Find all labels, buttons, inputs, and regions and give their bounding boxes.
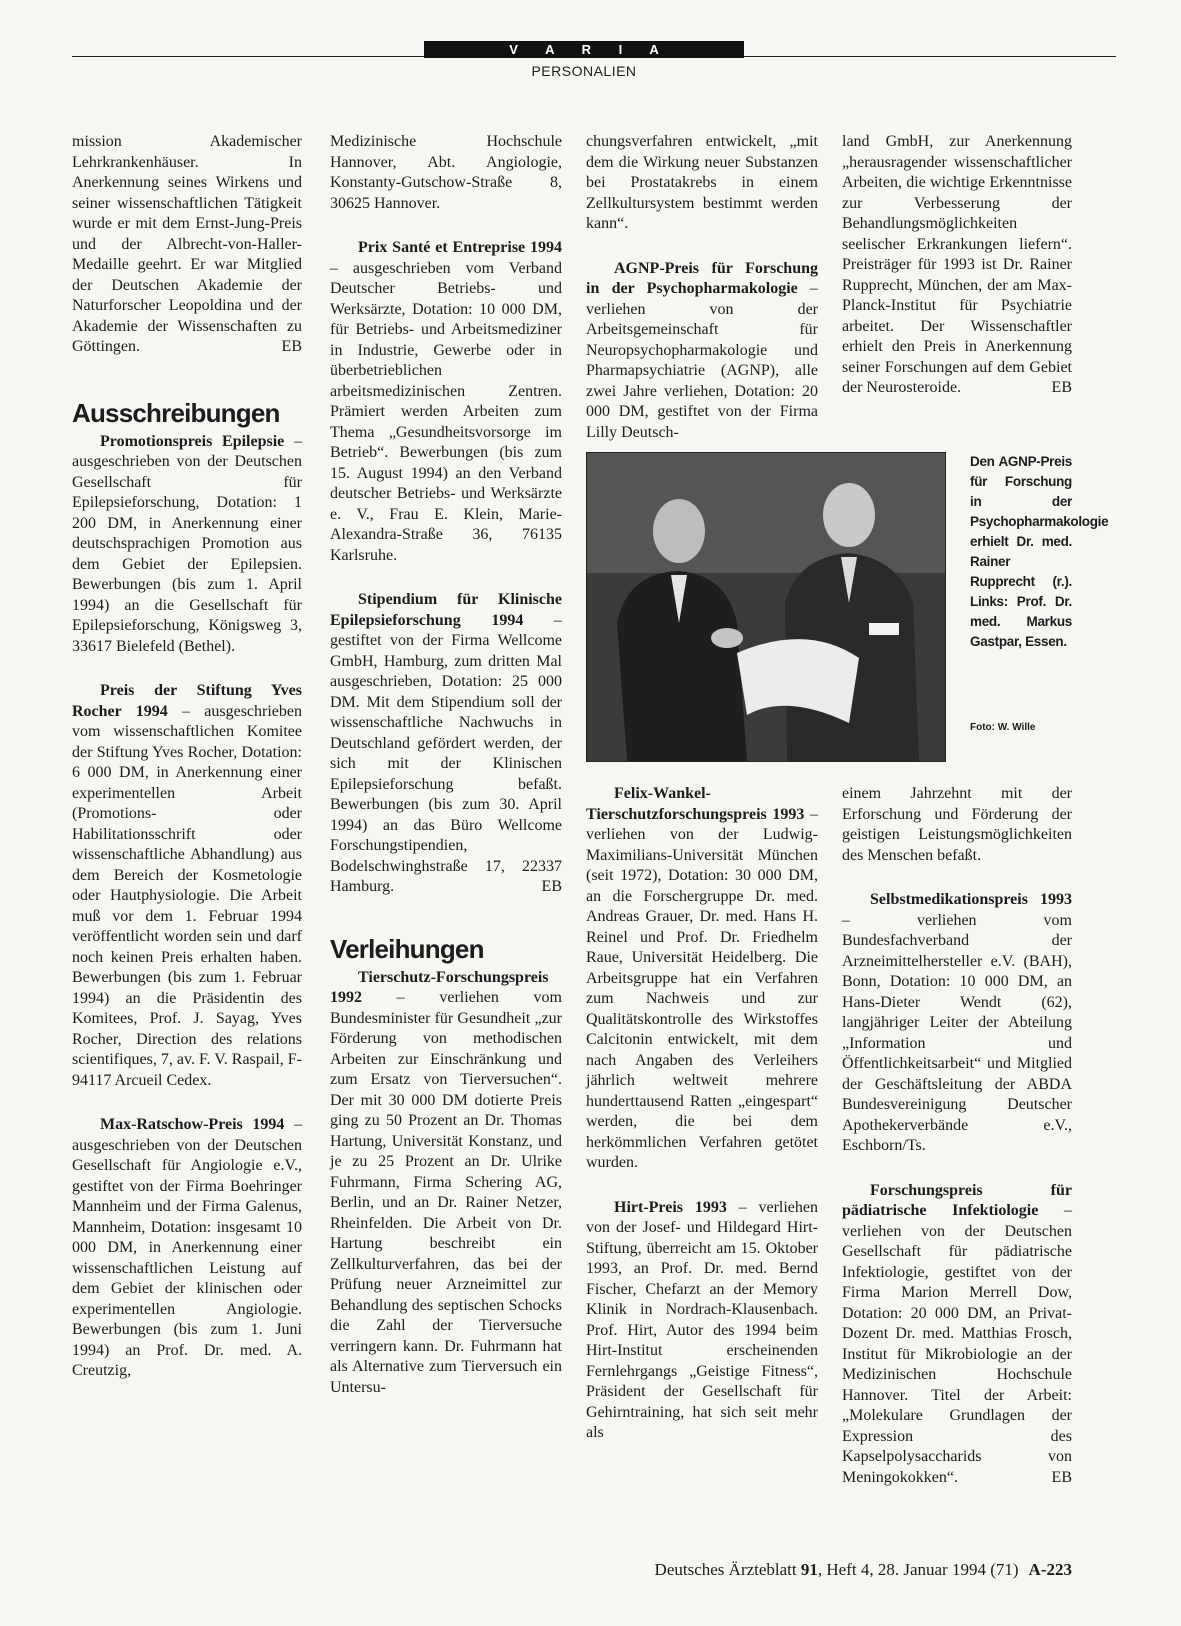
page-footer [586, 1560, 1072, 1580]
column-2 [330, 132, 562, 1398]
entry-yves-rocher: Preis der Stiftung Yves Rocher 1994 – ausgeschrieben vom wissenschaftlichen Komitee der Stiftung Yves Rocher, Dotation: 6 000 DM, in Anerkennung einer experimentellen Arbeit (Promotions- oder Habilitationsschrift oder wissenschaftliche Abhandlung) aus dem Bereich der Kosmetologie oder Hautphysiologie. Die Arbeit muß vor dem 1. Februar 1994 veröffentlicht worden sein und darf noch keinen Preis erhalten haben. Bewerbungen (bis zum 1. Februar 1994) an die Präsidentin des Komitees, Prof. J. Sayag, Yves Rocher, Direction des relations scientifiques, 7, av. F. V. Raspail, F-94117 Arcueil Cedex. [72, 682, 302, 1089]
journal-issue: , Heft 4, 28. Januar 1994 (71) [817, 1560, 1019, 1579]
entry-stipendium: Stipendium für Klinische Epilepsieforschung 1994 – gestiftet von der Firma Wellcome GmbH, Hamburg, zum dritten Mal ausgeschrieben, Dotation: 25 000 DM. Mit dem Stipendium soll der wissenschaftliche Nachwuchs in Deutschland gefördert werden, der sich mit der Klinischen Epilepsieforschung befaßt. Bewerbungen (bis zum 30. April 1994) an das Büro Wellcome Forschungstipendien, Bodelschwinghstraße 17, 22337 Hamburg. EB [330, 590, 562, 898]
author-sign: EB [1051, 1468, 1072, 1486]
column-4-lower [842, 784, 1072, 1488]
entry-selbstmedikationspreis: Selbstmedikationspreis 1993 – verliehen vom Bundesfachverband der Arzneimittelhersteller e.V. (BAH), Bonn, Dotation: 10 000 DM, an Hans-Dieter Wendt (62), langjähriger Leiter der Abteilung „Information und Öffentlichkeitsarbeit“ und Mitglied der Geschäftsleitung der ABDA Bundesvereinigung Deutscher Apothekerverbände e.V., Eschborn/Ts. [842, 891, 1072, 1154]
section-label: V A R I A [424, 41, 744, 58]
photo-caption: Den AGNP-Preis für Forschung in der Psychopharmakologie erhielt Dr. med. Rainer Rupprecht (r.). Links: Prof. Dr. med. Markus Gastpar, Essen. [970, 454, 1109, 649]
subsection-label: PERSONALIEN [531, 63, 637, 79]
author-sign: EB [541, 878, 562, 895]
column-1 [72, 132, 302, 1382]
entry-felix-wankel: Felix-Wankel-Tierschutzforschungspreis 1993 – verliehen von der Ludwig-Maximilians-Universität München (seit 1972), Dotation: 30 000 DM, an die Forschergruppe Dr. med. Andreas Grauer, Dr. med. Hans H. Reinel und Prof. Dr. Friedhelm Raue, Universität Heidelberg. Die Arbeitsgruppe hat ein Verfahren zum Nachweis und zur Qualitätskontrolle des Wirkstoffes Calcitonin entwickelt, mit dem nach Angaben des Verleihers jährlich weltweit mehrere hunderttausend Ratten „eingespart“ werden, die bei dem herkömmlichen Verfahren getötet wurden. [586, 785, 818, 1171]
entry-max-ratschow: Max-Ratschow-Preis 1994 – ausgeschrieben von der Deutschen Gesellschaft für Angiologie e.V., gestiftet von der Firma Boehringer Mannheim und der Firma Galenus, Mannheim, Dotation: insgesamt 10 000 DM, in Anerkennung einer wissenschaftlichen Leistung auf dem Gebiet der klinischen oder experimentellen Angiologie. Bewerbungen (bis zum 1. Juni 1994) an Prof. Dr. med. A. Creutzig, [72, 1116, 302, 1379]
column-4 [842, 132, 1072, 399]
author-sign: EB [281, 338, 302, 355]
entry-agnp-preis: AGNP-Preis für Forschung in der Psychopharmakologie – verliehen von der Arbeitsgemeinschaft für Neuropsychopharmakologie und Pharmapsychiatrie (AGNP), alle zwei Jahre verliehen, Dotation: 20 000 DM, gestiftet von der Firma Lilly Deutsch- [586, 259, 819, 441]
entry-paediatrische-infektiologie: Forschungspreis für pädiatrische Infektiologie – verliehen von der Deutschen Gesellschaft für pädiatrische Infektiologie, gestiftet von der Firma Marion Merrell Dow, Dotation: 20 000 DM, an Privat-Dozent Dr. med. Matthias Frosch, Institut für Mikrobiologie an der Medizinischen Hochschule Hannover. Titel der Arbeit: „Molekulare Grundlagen der Expression des Kapselpolysaccharids von Meningokokken“. EB [842, 1181, 1072, 1489]
entry-prix-sante: Prix Santé et Entreprise 1994 – ausgeschrieben vom Verband Deutscher Betriebs- und Werksärzte, Dotation: 10 000 DM, für Betriebs- und Arbeitsmediziner in Industrie, Gewerbe oder in überbetrieblichen arbeitsmedizinischen Zentren. Prämiert werden Arbeiten zum Thema „Gesundheitsvorsorge im Betrieb“. Bewerbungen (bis zum 15. August 1994) an den Verband deutscher Betriebs- und Werksärzte e. V., Frau E. Klein, Marie-Alexandra-Straße 36, 76135 Karlsruhe. [330, 239, 562, 564]
author-sign: EB [1051, 379, 1072, 396]
continued-text: land GmbH, zur Anerkennung „herausragender wissenschaftlicher Arbeiten, die wichtige Erkenntnisse zur Verbesserung der Behandlungsmöglichkeiten seelischer Erkrankungen liefern“. Preisträger für 1993 ist Dr. Rainer Rupprecht, München, der am Max-Planck-Institut für Psychiatrie arbeitet. Der Wissenschaftler erhielt den Preis in Anerkennung seiner Forschungen auf dem Gebiet der Neurosteroide. EB [842, 132, 1072, 399]
entry-tierschutz-forschungspreis: Tierschutz-Forschungspreis 1992 – verliehen vom Bundesminister für Gesundheit „zur Förderung von methodischen Arbeiten zur Einschränkung und zum Ersatz von Tierversuchen“. Der mit 30 000 DM dotierte Preis ging zu 50 Prozent an Dr. Thomas Hartung, Universität Konstanz, und je zu 25 Prozent an Dr. Ulrike Fuhrmann, Firma Schering AG, Berlin, und an Dr. Rainer Netzer, Rheinfelden. Die Arbeit von Dr. Hartung beschreibt ein Zellkulturverfahren, das bei der Prüfung neuer Arzneimittel zur Behandlung des septischen Schocks die Zahl der Tierversuche verringern kann. Dr. Fuhrmann hat als Alternative zum Tierversuch ein Untersu- [330, 968, 562, 1396]
section-heading-ausschreibungen: Ausschreibungen [72, 397, 280, 428]
section-heading-verleihungen: Verleihungen [330, 933, 484, 964]
continued-text: einem Jahrzehnt mit der Erforschung und Förderung der geistigen Leistungsmöglichkeiten des Menschen befaßt. [842, 785, 1072, 864]
entry-promotionspreis: Promotionspreis Epilepsie – ausgeschrieben von der Deutschen Gesellschaft für Epilepsieforschung, Dotation: 1 200 DM, in Anerkennung einer deutschsprachigen Promotion aus dem Gebiet der Epilepsien. Bewerbungen (bis zum 1. April 1994) an die Gesellschaft für Epilepsieforschung, Königsweg 3, 33617 Bielefeld (Bethel). [72, 432, 302, 655]
award-photo [586, 452, 946, 762]
continued-text: chungsverfahren entwickelt, „mit dem die Wirkung neuer Substanzen bei Prostatakrebs in einem Zellkultursystem bestimmt werden kann“. [586, 133, 818, 232]
column-3 [586, 132, 818, 443]
entry-hirt-preis: Hirt-Preis 1993 – verliehen von der Josef- und Hildegard Hirt-Stiftung, überreicht am 15. Oktober 1993, an Prof. Dr. med. Bernd Fischer, Chefarzt an der Memory Klinik in Nordrach-Klausenbach. Prof. Hirt, Autor des 1994 beim Hirt-Institut erscheinenden Fernlehrgangs „Geistige Fitness“, Präsident der Gesellschaft für Gehirntraining, hat sich seit mehr als [586, 1198, 818, 1441]
page-number: A-223 [1028, 1560, 1072, 1579]
photo-credit: Foto: W. Wille [970, 722, 1036, 733]
journal-name: Deutsches Ärzteblatt [654, 1560, 801, 1579]
continued-address: Medizinische Hochschule Hannover, Abt. Angiologie, Konstanty-Gutschow-Straße 8, 30625 Hannover. [330, 133, 562, 212]
column-3-lower [586, 784, 818, 1444]
continued-article: mission Akademischer Lehrkrankenhäuser. In Anerkennung seines Wirkens und seiner wissenschaftlichen Tätigkeit wurde er mit dem Ernst-Jung-Preis und der Albrecht-von-Haller-Medaille geehrt. Er war Mitglied der Deutschen Akademie der Naturforscher Leopoldina und der Akademie der Wissenschaften zu Göttingen. EB [72, 132, 302, 358]
photo-illustration [587, 453, 945, 761]
journal-volume: 91 [800, 1560, 818, 1579]
